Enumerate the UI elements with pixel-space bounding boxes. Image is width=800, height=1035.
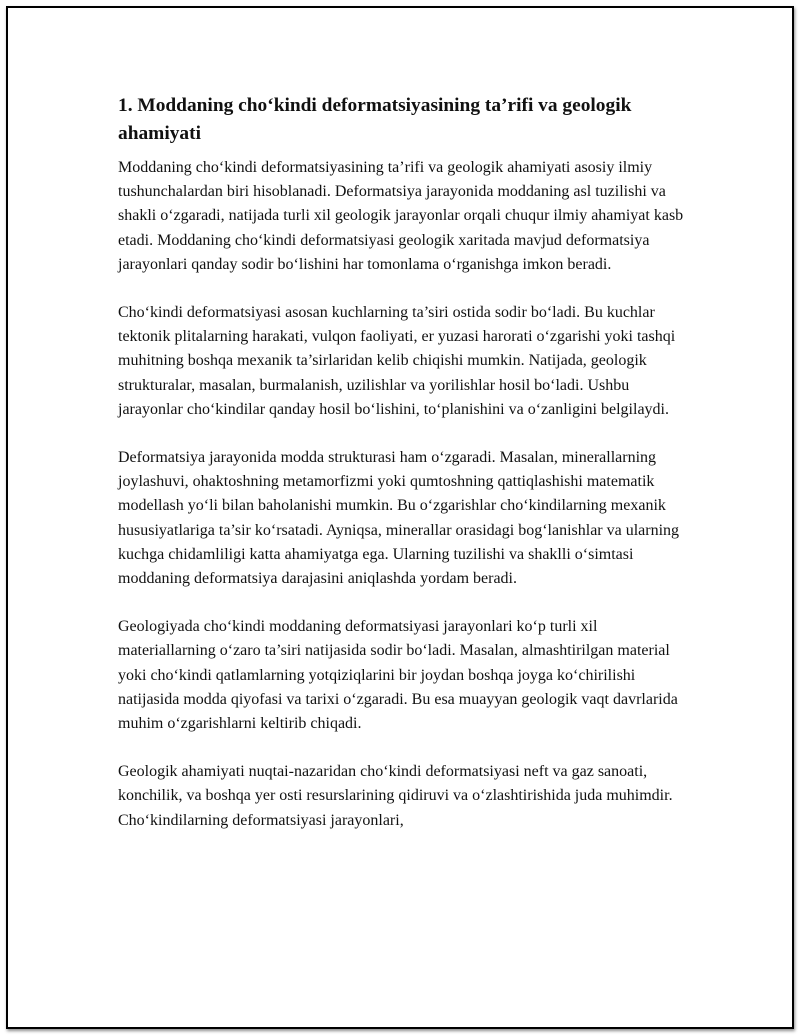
section-heading: 1. Moddaning cho‘kindi deformatsiyasining ta’rifi va geologik ahamiyati [118,95,632,144]
paragraph-3: Deformatsiya jarayonida modda strukturasi ham o‘zgaradi. Masalan, minerallarning joylashuvi, ohaktoshning metamorfizmi yoki qumtoshning qattiqlashishi matematik modellash yo‘li bilan baholanishi mumkin. Bu o‘zgarishlar cho‘kindilarning mexanik hususiyatlariga ta’sir ko‘rsatadi. Ayniqsa, minerallar orasidagi bog‘lanishlar va ularning kuchga chidamliligi katta ahamiyatga ega. Ularning tuzilishi va shaklli o‘simtasi moddaning deformatsiya darajasini aniqlashda yordam beradi. [118,449,680,588]
paragraph-1: Moddaning cho‘kindi deformatsiyasining ta’rifi va geologik ahamiyati asosiy ilmiy tushunchalardan biri hisoblanadi. Deformatsiya jarayonida moddaning asl tuzilishi va shakli o‘zgaradi, natijada turli xil geologik jarayonlar orqali chuqur ilmiy ahamiyat kasb etadi. Moddaning cho‘kindi deformatsiyasi geologik xaritada mavjud deformatsiya jarayonlari qanday sodir bo‘lishini har tomonlama o‘rganishga imkon beradi. [118,159,684,273]
paragraph-2: Cho‘kindi deformatsiyasi asosan kuchlarning ta’siri ostida sodir bo‘ladi. Bu kuchlar tektonik plitalarning harakati, vulqon faoliyati, er yuzasi harorati o‘zgarishi yoki tashqi muhitning boshqa mexanik ta’sirlaridan kelib chiqishi mumkin. Natijada, geologik strukturalar, masalan, burmalanish, uzilishlar va yorilishlar hosil bo‘ladi. Ushbu jarayonlar cho‘kindilar qanday hosil bo‘lishini, to‘planishini va o‘zanligini belgilaydi. [118,304,676,418]
paragraph-4: Geologiyada cho‘kindi moddaning deformatsiyasi jarayonlari ko‘p turli xil materiallarning o‘zaro ta’siri natijasida sodir bo‘ladi. Masalan, almashtirilgan material yoki cho‘kindi qatlamlarning yotqiziqlarini bir joydan boshqa joyga ko‘chirilishi natijasida modda qiyofasi va tarixi o‘zgaradi. Bu esa muayyan geologik vaqt davrlarida muhim o‘zgarishlarni keltirib chiqadi. [118,618,678,733]
paragraph-5: Geologik ahamiyati nuqtai-nazaridan cho‘kindi deformatsiyasi neft va gaz sanoati, konchilik, va boshqa yer osti resurslarining qidiruvi va o‘zlashtirishida juda muhimdir. Cho‘kindilarning deformatsiyasi jarayonlari, [118,763,673,829]
document-body [118,92,688,857]
